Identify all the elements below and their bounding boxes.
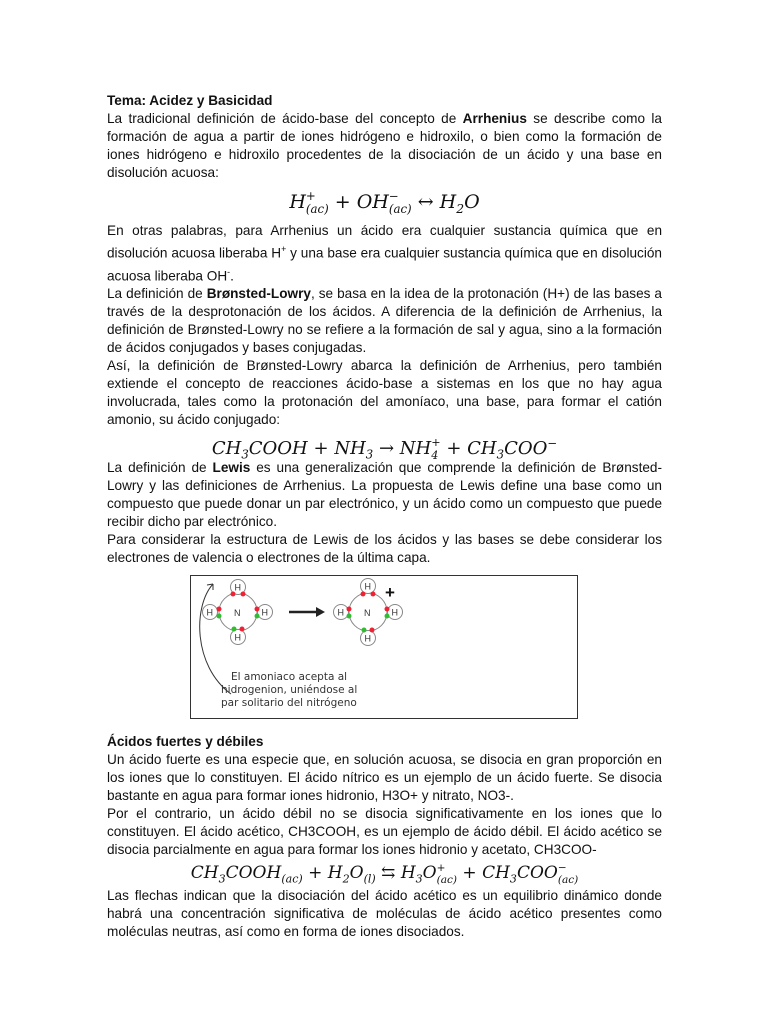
- svg-text:N: N: [233, 608, 240, 619]
- paragraph-equilibrium: Las flechas indican que la disociación del ácido acético es un equilibrio dinámico donde habrá una concentración significativa de moléculas de ácido acético presentes como moléculas neutras, así como en forma de iones disociados.: [107, 888, 662, 940]
- text: La tradicional definición de ácido-base del concepto de: [107, 111, 463, 126]
- equation-acetic-acid-dissociation: $CH_3COOH_{(ac)} + H_2O_{(l)}$ ⇆ $H_3O$ + (ac) + $CH_3COO$ − (ac): [190, 861, 579, 886]
- equation-water-formation: H + (ac) + OH − (ac) ↔ $H_2O$: [289, 188, 480, 217]
- paragraph-lewis: La definición de Lewis es una generalización que comprende la definición de Brønsted-Lowry y las definiciones de Arrhenius. La propuesta de Lewis define una base como un compuesto que puede donar un par electrónico, y un ácido como un compuesto que puede recibir dicho par electrónico.: [107, 460, 662, 530]
- caption-line-2: hidrogenion, uniéndose al: [220, 684, 357, 697]
- svg-text:H: H: [234, 632, 241, 643]
- nitrogen-atom-left: [234, 608, 241, 618]
- svg-text:+: +: [384, 583, 395, 603]
- paragraph-strong-acid: Un ácido fuerte es una especie que, en solución acuosa, se disocia en gran proporción en los iones que lo constituyen. El ácido nítrico es un ejemplo de un ácido fuerte. Se disocia bastante en agua para formar iones hidronio, H3O+ y nitrato, NO3-.: [107, 752, 662, 804]
- svg-text:H: H: [337, 607, 344, 618]
- document-page: [107, 92, 662, 941]
- caption-line-3: par solitario del nitrógeno: [220, 697, 357, 710]
- svg-text:N: N: [363, 608, 370, 619]
- paragraph-bronsted-extension: Así, la definición de Brønsted-Lowry abarca la definición de Arrhenius, pero también extiende el concepto de reacciones ácido-base a sistemas en los que no hay agua involucrada, tales como la protonación del amoníaco, una base, para formar el catión amonio, su ácido conjugado:: [107, 358, 662, 428]
- bold-term-lewis: Lewis: [212, 460, 251, 476]
- section-title-strong-weak-acids: Ácidos fuertes y débiles: [107, 734, 264, 750]
- ammonia-protonation-figure: [190, 575, 578, 719]
- svg-text:H: H: [234, 582, 241, 593]
- svg-text:H: H: [364, 581, 371, 592]
- caption-line-1: El amoniaco acepta al: [230, 671, 347, 684]
- paragraph-arrhenius-summary: En otras palabras, para Arrhenius un ácido era cualquier sustancia química que en disolución acuosa liberaba H+ y una base era cualquier sustancia química que en disolución acuosa liberaba OH-.: [107, 223, 662, 284]
- page-title: Tema: Acidez y Basicidad: [107, 93, 273, 108]
- equation-ammonia-protonation: $CH_3COOH + NH_3$ → NH + 4 + $CH_3COO^-$: [211, 436, 558, 463]
- paragraph-arrhenius: [107, 110, 662, 182]
- svg-text:H: H: [261, 607, 268, 618]
- svg-text:H: H: [391, 607, 398, 618]
- paragraph-weak-acid: Por el contrario, un ácido débil no se disocia significativamente en los iones que lo constituyen. El ácido acético, CH3COOH, es un ejemplo de ácido débil. El ácido acético se disocia parcialmente en agua para formar los iones hidronio y acetato, CH3COO-: [107, 806, 662, 858]
- lewis-diagram: [191, 576, 577, 718]
- paragraph-bronsted: La definición de Brønsted-Lowry, se basa en la idea de la protonación (H+) de las bases a través de la desprotonación de los ácidos. A diferencia de la definición de Arrhenius, la definición de Brønsted-Lowry no se refiere a la formación de sal y agua, sino a la formación de ácidos conjugados y bases conjugadas.: [107, 286, 662, 356]
- svg-text:H: H: [364, 633, 371, 644]
- svg-text:H: H: [206, 607, 213, 618]
- bold-term-bronsted: Brønsted-Lowry: [206, 286, 311, 302]
- bold-term-arrhenius: Arrhenius: [462, 111, 527, 126]
- text: se describe como la formación de agua a partir de iones hidrógeno e hidroxilo, o bien como la formación de iones hidrógeno e hidroxilo procedentes de la disociación de un ácido y una base en disolución acuosa:: [107, 111, 662, 180]
- paragraph-lewis-structure: Para considerar la estructura de Lewis de los ácidos y las bases se debe considerar los electrones de valencia o electrones de la última capa.: [107, 532, 662, 566]
